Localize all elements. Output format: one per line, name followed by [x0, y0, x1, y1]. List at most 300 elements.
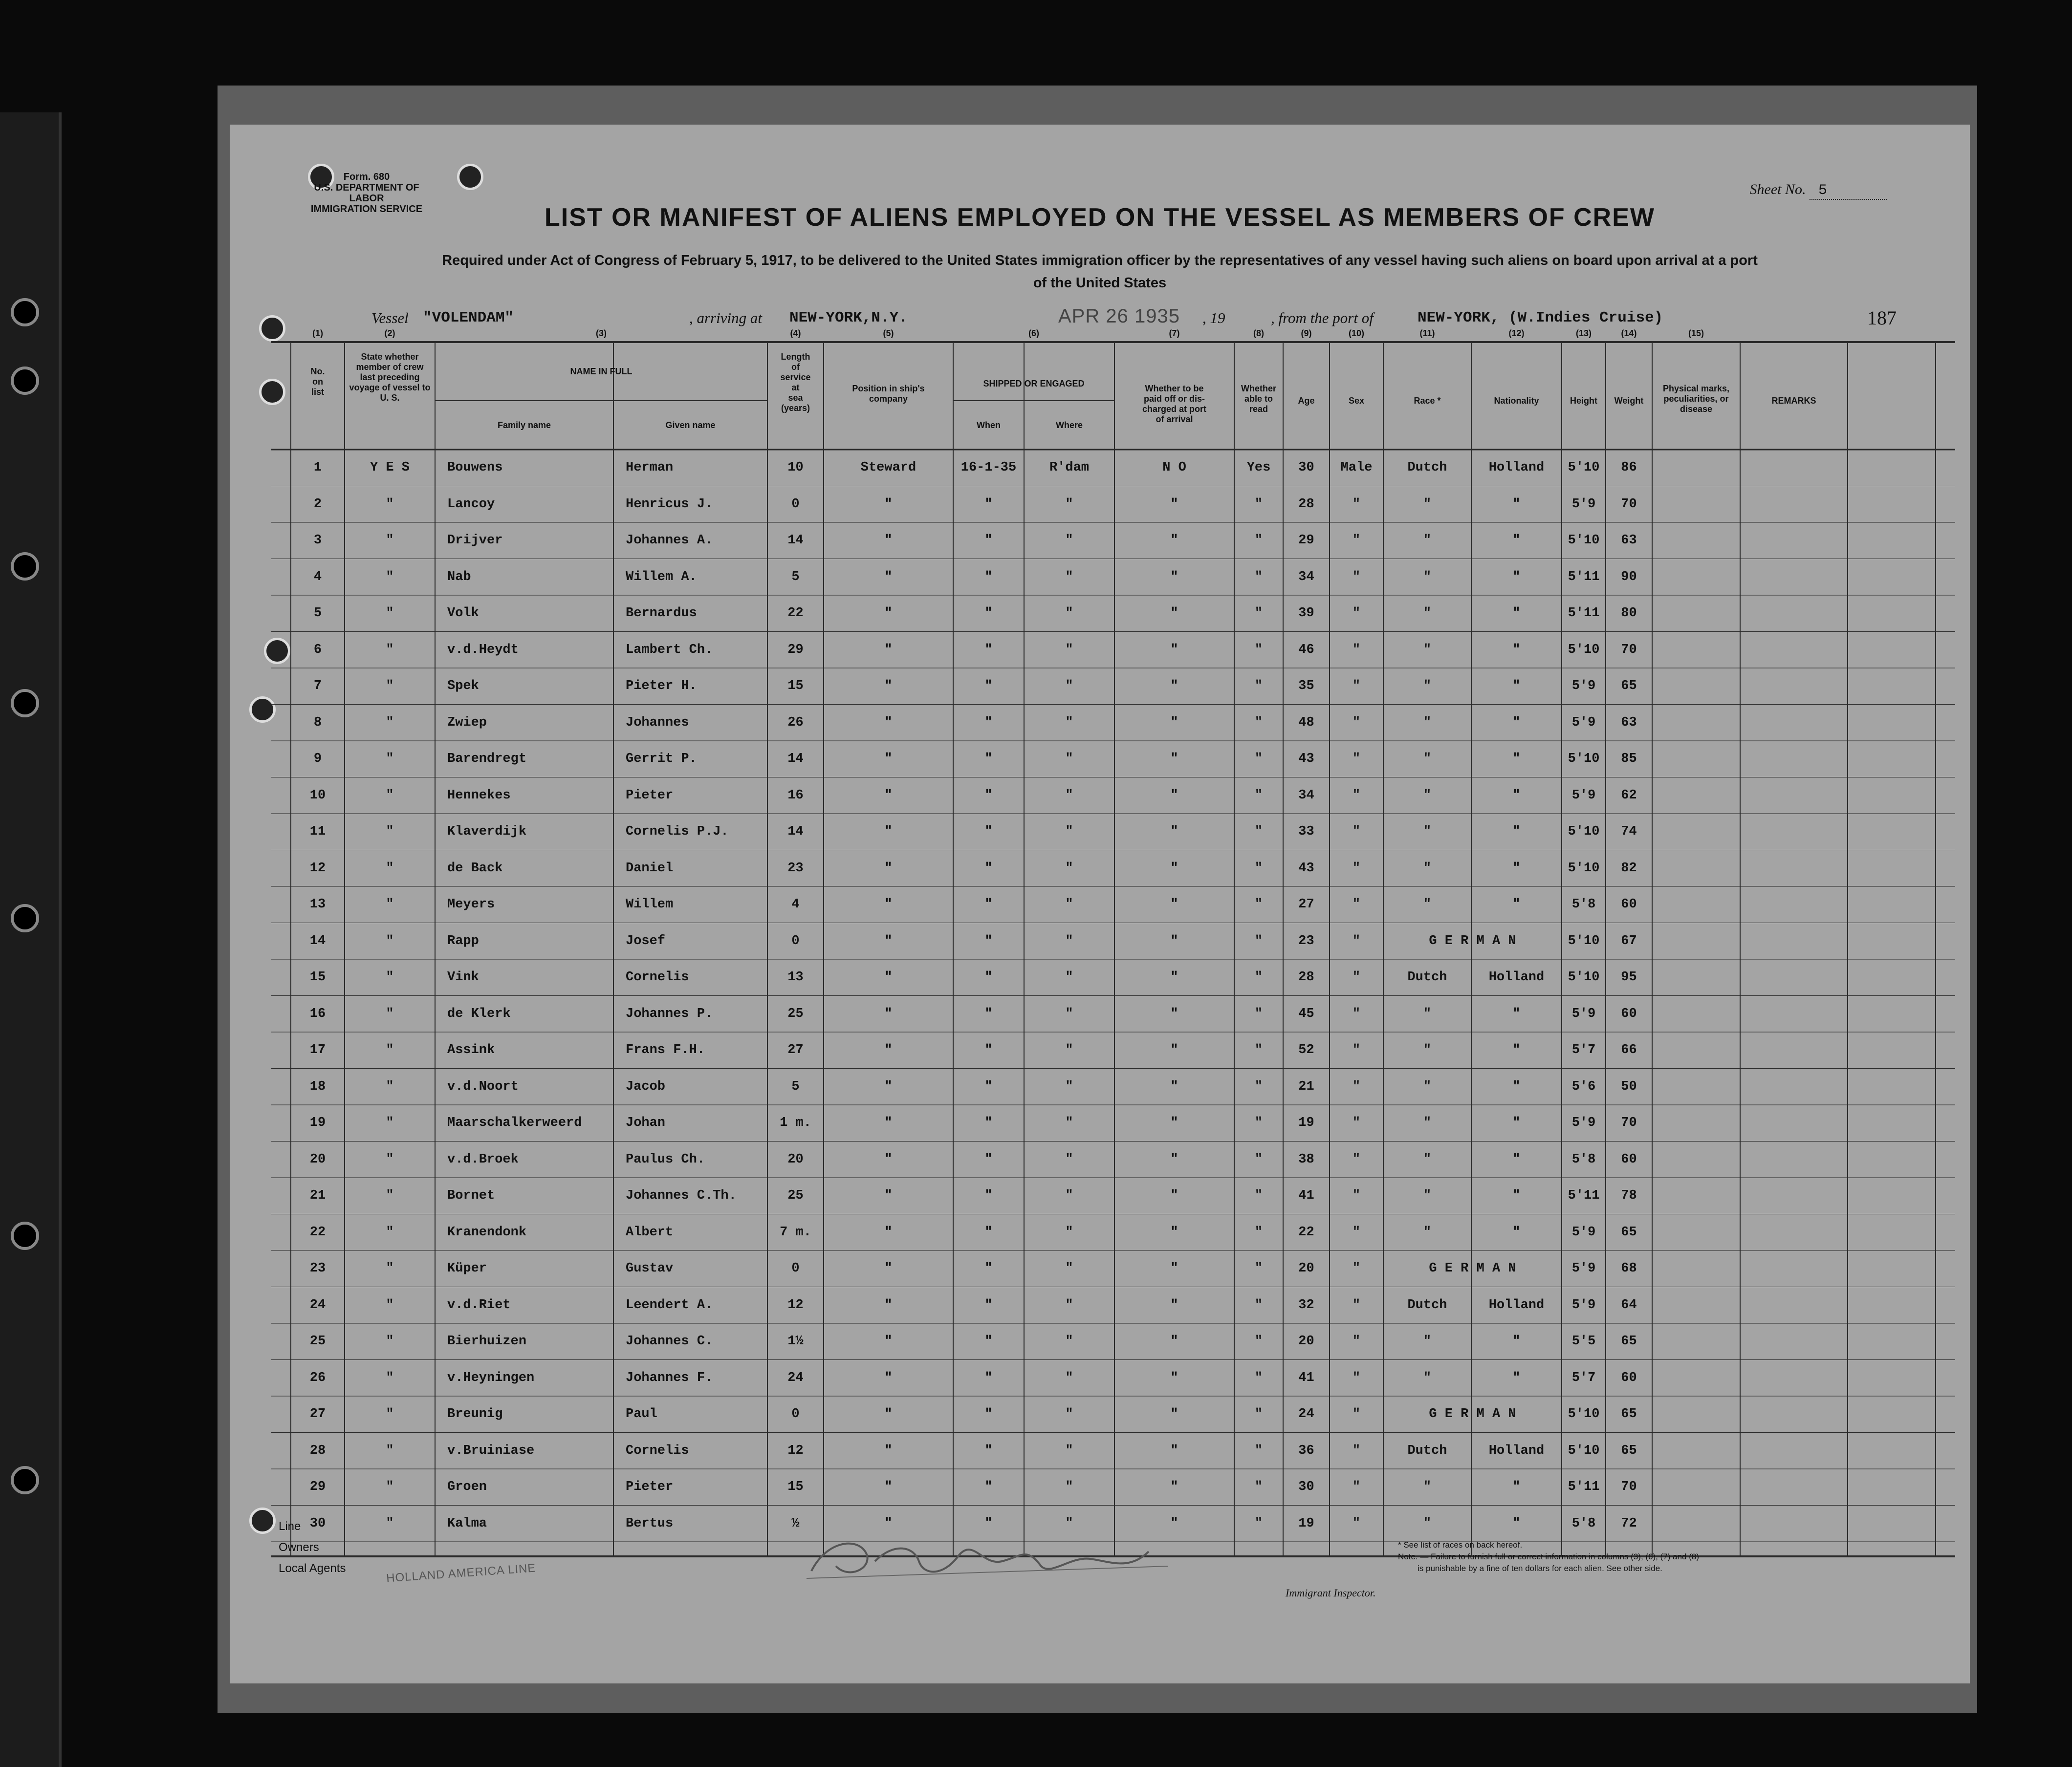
cell-weight: 82 [1621, 861, 1637, 876]
cell-nationality: " [1512, 1079, 1521, 1094]
cell-nationality: " [1512, 496, 1521, 512]
cell-sex: " [1352, 715, 1361, 730]
cell-nationality: " [1512, 569, 1521, 584]
header-previous-voyage-number: (2) [384, 328, 395, 338]
cell-no: 30 [309, 1516, 326, 1531]
cell-age: 45 [1298, 1006, 1314, 1021]
cell-family: Volk [447, 606, 479, 621]
cell-race: " [1423, 1116, 1432, 1130]
document-title: LIST OR MANIFEST OF ALIENS EMPLOYED ON THE VESSEL AS MEMBERS OF CREW [545, 203, 1655, 232]
cell-when: " [984, 824, 993, 839]
cell-height: 5'9 [1571, 1116, 1596, 1130]
header-weight-number: (14) [1621, 328, 1637, 338]
cell-age: 20 [1298, 1261, 1314, 1276]
cell-read: " [1254, 1334, 1263, 1349]
cell-when: " [984, 642, 993, 657]
cell-height: 5'7 [1571, 1370, 1596, 1385]
cell-paid: " [1170, 1043, 1178, 1057]
from-port: NEW-YORK, (W.Indies Cruise) [1418, 309, 1663, 326]
cell-position: " [884, 824, 893, 839]
cell-no: 23 [309, 1261, 326, 1276]
cell-age: 20 [1298, 1334, 1314, 1349]
cell-nationality: " [1512, 824, 1521, 839]
cell-position: Steward [860, 460, 916, 475]
agents-stamp: HOLLAND AMERICA LINE [386, 1561, 537, 1585]
cell-prev: " [386, 933, 394, 948]
inspector-label: Immigrant Inspector. [1286, 1587, 1376, 1599]
cell-service: 0 [791, 1407, 800, 1422]
cell-no: 1 [313, 460, 322, 475]
cell-no: 15 [309, 970, 326, 985]
cell-position: " [884, 1480, 893, 1494]
cell-position: " [884, 496, 893, 512]
cell-weight: 60 [1621, 897, 1637, 912]
cell-no: 8 [313, 715, 322, 730]
cell-position: " [884, 1188, 893, 1203]
cell-when: " [984, 788, 993, 803]
cell-weight: 63 [1621, 715, 1637, 730]
cell-race: " [1423, 1370, 1432, 1385]
cell-weight: 70 [1621, 496, 1637, 512]
cell-race: " [1423, 1043, 1432, 1057]
cell-where: " [1065, 679, 1073, 693]
cell-given: Gerrit P. [626, 752, 697, 766]
cell-prev: " [386, 1407, 394, 1422]
cell-family: de Back [447, 861, 503, 876]
cell-when: " [984, 1225, 993, 1240]
cell-read: " [1254, 752, 1263, 766]
cell-position: " [884, 1297, 893, 1313]
cell-given: Cornelis P.J. [626, 824, 729, 839]
cell-where: " [1065, 788, 1073, 803]
cell-service: 25 [787, 1006, 804, 1021]
cell-nationality: Holland [1488, 1297, 1545, 1313]
cell-family: Drijver [447, 533, 503, 548]
cell-family: Meyers [447, 897, 495, 912]
cell-age: 30 [1298, 460, 1314, 475]
header-name-in-full-number: (3) [596, 328, 607, 338]
cell-prev: " [386, 1043, 394, 1057]
cell-paid: " [1170, 642, 1178, 657]
cell-paid: " [1170, 1116, 1178, 1130]
cell-paid: " [1170, 1225, 1178, 1240]
cell-family: v.d.Heydt [447, 642, 519, 657]
subtitle-line: of the United States [1033, 275, 1167, 291]
cell-weight: 78 [1621, 1188, 1637, 1203]
race-note: * See list of races on back hereof. [1398, 1540, 1523, 1550]
cell-weight: 66 [1621, 1043, 1637, 1057]
cell-given: Johannes F. [626, 1370, 713, 1385]
cell-prev: " [386, 679, 394, 693]
line-label: Line [279, 1520, 301, 1533]
header-nationality: Nationality [1494, 396, 1539, 406]
vessel-name: "VOLENDAM" [423, 309, 514, 326]
cell-read: " [1254, 1188, 1263, 1203]
cell-given: Leendert A. [626, 1297, 713, 1313]
cell-given: Johan [626, 1116, 666, 1130]
header-sex: Sex [1348, 396, 1365, 406]
cell-height: 5'9 [1571, 679, 1596, 693]
cell-position: " [884, 752, 893, 766]
cell-given: Willem [626, 897, 674, 912]
cell-read: " [1254, 970, 1263, 985]
page-number: 187 [1867, 307, 1897, 329]
cell-prev: " [386, 1370, 394, 1385]
cell-position: " [884, 1443, 893, 1458]
header-length-of-service: Length of service at sea (years) [780, 352, 811, 413]
cell-where: " [1065, 1261, 1073, 1276]
cell-position: " [884, 861, 893, 876]
cell-paid: " [1170, 679, 1178, 693]
cell-sex: Male [1340, 460, 1373, 475]
cell-weight: 86 [1621, 460, 1637, 475]
cell-age: 21 [1298, 1079, 1314, 1094]
cell-where: " [1065, 1443, 1073, 1458]
cell-given: Pieter [626, 788, 674, 803]
cell-prev: " [386, 1516, 394, 1531]
cell-read: " [1254, 679, 1263, 693]
cell-where: " [1065, 1043, 1073, 1057]
inspector-signature [797, 1532, 1188, 1586]
cell-weight: 85 [1621, 752, 1637, 766]
cell-position: " [884, 897, 893, 912]
cell-given: Bertus [626, 1516, 674, 1531]
cell-age: 28 [1298, 970, 1314, 985]
cell-when: " [984, 752, 993, 766]
cell-read: " [1254, 1116, 1263, 1130]
cell-sex: " [1352, 1516, 1361, 1531]
cell-race: " [1423, 606, 1432, 621]
cell-position: " [884, 679, 893, 693]
cell-age: 24 [1298, 1407, 1314, 1422]
cell-race: " [1423, 496, 1432, 512]
cell-given: Paul [626, 1407, 657, 1422]
cell-nationality: " [1512, 606, 1521, 621]
cell-weight: 80 [1621, 606, 1637, 621]
cell-nationality: " [1512, 788, 1521, 803]
cell-family: v.Bruiniase [447, 1443, 535, 1458]
cell-nationality: Holland [1488, 1443, 1545, 1458]
cell-prev: " [386, 788, 394, 803]
cell-read: " [1254, 1297, 1263, 1313]
cell-given: Lambert Ch. [626, 642, 713, 657]
cell-age: 34 [1298, 569, 1314, 584]
cell-when: " [984, 1188, 993, 1203]
cell-where: " [1065, 1334, 1073, 1349]
cell-read: " [1254, 897, 1263, 912]
cell-read: " [1254, 496, 1263, 512]
cell-where: " [1065, 533, 1073, 548]
cell-no: 4 [313, 569, 322, 584]
cell-height: 5'8 [1571, 1152, 1596, 1167]
cell-family: Barendregt [447, 752, 527, 766]
cell-given: Cornelis [626, 970, 689, 985]
cell-height: 5'8 [1571, 897, 1596, 912]
cell-height: 5'9 [1571, 715, 1596, 730]
cell-age: 22 [1298, 1225, 1314, 1240]
cell-age: 36 [1298, 1443, 1314, 1458]
cell-paid: " [1170, 933, 1178, 948]
cell-weight: 64 [1621, 1297, 1637, 1313]
cell-service: 15 [787, 1480, 804, 1494]
cell-sex: " [1352, 496, 1361, 512]
cell-prev: " [386, 1261, 394, 1276]
cell-height: 5'10 [1568, 970, 1600, 985]
cell-race: " [1423, 533, 1432, 548]
from-port-label: , from the port of [1271, 309, 1374, 326]
cell-family: de Klerk [447, 1006, 511, 1021]
cell-height: 5'10 [1568, 1443, 1600, 1458]
cell-nationality: " [1512, 1116, 1521, 1130]
cell-paid: " [1170, 496, 1178, 512]
header-length-of-service-number: (4) [790, 328, 801, 338]
cell-family: Bornet [447, 1188, 495, 1203]
cell-family: v.d.Riet [447, 1297, 511, 1313]
cell-given: Albert [626, 1225, 674, 1240]
cell-read: " [1254, 1370, 1263, 1385]
header-family-name: Family name [497, 420, 551, 430]
cell-sex: " [1352, 1225, 1361, 1240]
cell-sex: " [1352, 897, 1361, 912]
cell-race: " [1423, 1188, 1432, 1203]
cell-paid: " [1170, 1443, 1178, 1458]
cell-family: Klaverdijk [447, 824, 527, 839]
cell-no: 13 [309, 897, 326, 912]
cell-service: 13 [787, 970, 804, 985]
cell-weight: 68 [1621, 1261, 1637, 1276]
cell-race: Dutch [1407, 970, 1447, 985]
cell-position: " [884, 1116, 893, 1130]
cell-prev: " [386, 824, 394, 839]
cell-race: " [1423, 642, 1432, 657]
cell-race: " [1423, 569, 1432, 584]
cell-read: " [1254, 715, 1263, 730]
cell-age: 41 [1298, 1370, 1314, 1385]
cell-service: ½ [791, 1516, 800, 1531]
cell-family: Bouwens [447, 460, 503, 475]
cell-no: 3 [313, 533, 322, 548]
cell-no: 7 [313, 679, 322, 693]
cell-where: " [1065, 606, 1073, 621]
cell-age: 30 [1298, 1480, 1314, 1494]
cell-no: 10 [309, 788, 326, 803]
cell-height: 5'11 [1568, 606, 1600, 621]
cell-nationality: Holland [1488, 460, 1545, 475]
cell-height: 5'10 [1568, 533, 1600, 548]
cell-family: v.d.Broek [447, 1152, 519, 1167]
cell-nationality: " [1512, 1334, 1521, 1349]
cell-age: 33 [1298, 824, 1314, 839]
cell-race: Dutch [1407, 1443, 1447, 1458]
cell-when: " [984, 1043, 993, 1057]
cell-given: Henricus J. [626, 496, 713, 512]
cell-when: " [984, 1516, 993, 1531]
cell-nationality: " [1512, 533, 1521, 548]
cell-family: v.Heyningen [447, 1370, 535, 1385]
cell-given: Bernardus [626, 606, 697, 621]
cell-age: 19 [1298, 1116, 1314, 1130]
manifest-page [230, 125, 1970, 1683]
cell-family: Küper [447, 1261, 487, 1276]
cell-service: 1½ [787, 1334, 804, 1349]
cell-age: 43 [1298, 752, 1314, 766]
cell-position: " [884, 606, 893, 621]
cell-where: " [1065, 861, 1073, 876]
header-race: Race * [1414, 396, 1441, 406]
cell-sex: " [1352, 752, 1361, 766]
cell-prev: " [386, 897, 394, 912]
cell-paid: " [1170, 1152, 1178, 1167]
cell-prev: " [386, 606, 394, 621]
cell-no: 25 [309, 1334, 326, 1349]
cell-given: Willem A. [626, 569, 697, 584]
cell-given: Johannes C. [626, 1334, 713, 1349]
cell-weight: 65 [1621, 1225, 1637, 1240]
date-stamp: APR 26 1935 [1058, 305, 1180, 327]
cell-service: 22 [787, 606, 804, 621]
cell-position: " [884, 1334, 893, 1349]
header-physical-marks: Physical marks, peculiarities, or disease [1662, 384, 1730, 414]
cell-where: " [1065, 1480, 1073, 1494]
header-age: Age [1298, 396, 1315, 406]
cell-where: " [1065, 1225, 1073, 1240]
cell-nationality: Holland [1488, 970, 1545, 985]
cell-service: 15 [787, 679, 804, 693]
cell-given: Pieter H. [626, 679, 697, 693]
cell-given: Cornelis [626, 1443, 689, 1458]
cell-service: 25 [787, 1188, 804, 1203]
cell-given: Johannes P. [626, 1006, 713, 1021]
header-able-to-read: Whether able to read [1241, 384, 1276, 414]
cell-given: Gustav [626, 1261, 674, 1276]
cell-nationality: " [1512, 1152, 1521, 1167]
cell-family: Kalma [447, 1516, 487, 1531]
cell-weight: 95 [1621, 970, 1637, 985]
cell-prev: " [386, 1334, 394, 1349]
cell-paid: " [1170, 788, 1178, 803]
cell-when: " [984, 1116, 993, 1130]
header-previous-voyage: State whether member of crew last preceding voyage of vessel to U. S. [349, 352, 431, 403]
cell-read: " [1254, 1480, 1263, 1494]
cell-sex: " [1352, 861, 1361, 876]
arriving-port: NEW-YORK,N.Y. [789, 309, 908, 326]
cell-prev: " [386, 1152, 394, 1167]
cell-when: " [984, 1079, 993, 1094]
cell-service: 4 [791, 897, 800, 912]
cell-when: " [984, 606, 993, 621]
cell-prev: " [386, 496, 394, 512]
cell-where: " [1065, 642, 1073, 657]
cell-no: 9 [313, 752, 322, 766]
cell-sex: " [1352, 642, 1361, 657]
cell-paid: " [1170, 1079, 1178, 1094]
cell-height: 5'10 [1568, 933, 1600, 948]
header-paid-off: Whether to be paid off or dis- charged at port of arrival [1142, 384, 1207, 424]
cell-paid: " [1170, 897, 1178, 912]
cell-service: 5 [791, 569, 800, 584]
cell-service: 24 [787, 1370, 804, 1385]
binder-hole [11, 1222, 39, 1250]
cell-age: 32 [1298, 1297, 1314, 1313]
cell-race: " [1423, 1516, 1432, 1531]
cell-age: 43 [1298, 861, 1314, 876]
binder-hole [11, 552, 39, 581]
cell-sex: " [1352, 533, 1361, 548]
cell-prev: " [386, 861, 394, 876]
binder-hole [11, 366, 39, 395]
cell-when: " [984, 496, 993, 512]
cell-when: " [984, 569, 993, 584]
cell-no: 18 [309, 1079, 326, 1094]
cell-age: 27 [1298, 897, 1314, 912]
cell-height: 5'11 [1568, 1188, 1600, 1203]
cell-paid: " [1170, 861, 1178, 876]
sheet-label: Sheet No. [1749, 181, 1806, 197]
cell-age: 19 [1298, 1516, 1314, 1531]
cell-paid: " [1170, 1370, 1178, 1385]
cell-when: " [984, 1480, 993, 1494]
cell-read: " [1254, 824, 1263, 839]
cell-service: 14 [787, 752, 804, 766]
cell-weight: 50 [1621, 1079, 1637, 1094]
cell-given: Johannes [626, 715, 689, 730]
cell-service: 7 m. [780, 1225, 811, 1240]
cell-prev: " [386, 569, 394, 584]
cell-race: Dutch [1407, 1297, 1447, 1313]
cell-sex: " [1352, 1116, 1361, 1130]
department-name: U.S. DEPARTMENT OF LABOR [314, 182, 419, 204]
cell-no: 14 [309, 933, 326, 948]
cell-nationality: " [1512, 1480, 1521, 1494]
cell-weight: 65 [1621, 1443, 1637, 1458]
cell-no: 21 [309, 1188, 326, 1203]
cell-service: 10 [787, 460, 804, 475]
cell-sex: " [1352, 1297, 1361, 1313]
cell-weight: 72 [1621, 1516, 1637, 1531]
cell-nationality: " [1512, 1516, 1521, 1531]
cell-age: 38 [1298, 1152, 1314, 1167]
cell-age: 28 [1298, 496, 1314, 512]
cell-position: " [884, 569, 893, 584]
cell-height: 5'10 [1568, 824, 1600, 839]
local-agents-label: Local Agents [279, 1562, 346, 1575]
cell-height: 5'10 [1568, 752, 1600, 766]
binder-hole [11, 689, 39, 717]
cell-paid: " [1170, 1334, 1178, 1349]
cell-paid: " [1170, 569, 1178, 584]
cell-given: Herman [626, 460, 674, 475]
cell-family: Nab [447, 569, 471, 584]
cell-weight: 60 [1621, 1152, 1637, 1167]
cell-when: 16-1-35 [960, 460, 1017, 475]
cell-height: 5'10 [1568, 642, 1600, 657]
cell-read: " [1254, 788, 1263, 803]
header-shipped-or-engaged: SHIPPED OR ENGAGED [983, 379, 1085, 388]
cell-service: 14 [787, 533, 804, 548]
cell-no: 26 [309, 1370, 326, 1385]
cell-where: " [1065, 970, 1073, 985]
cell-paid: " [1170, 715, 1178, 730]
cell-race: " [1423, 1334, 1432, 1349]
cell-weight: 74 [1621, 824, 1637, 839]
cell-no: 16 [309, 1006, 326, 1021]
cell-paid: " [1170, 1516, 1178, 1531]
cell-height: 5'5 [1571, 1334, 1596, 1349]
cell-family: v.d.Noort [447, 1079, 519, 1094]
cell-sex: " [1352, 1370, 1361, 1385]
cell-paid: " [1170, 824, 1178, 839]
cell-race: Dutch [1407, 460, 1447, 475]
